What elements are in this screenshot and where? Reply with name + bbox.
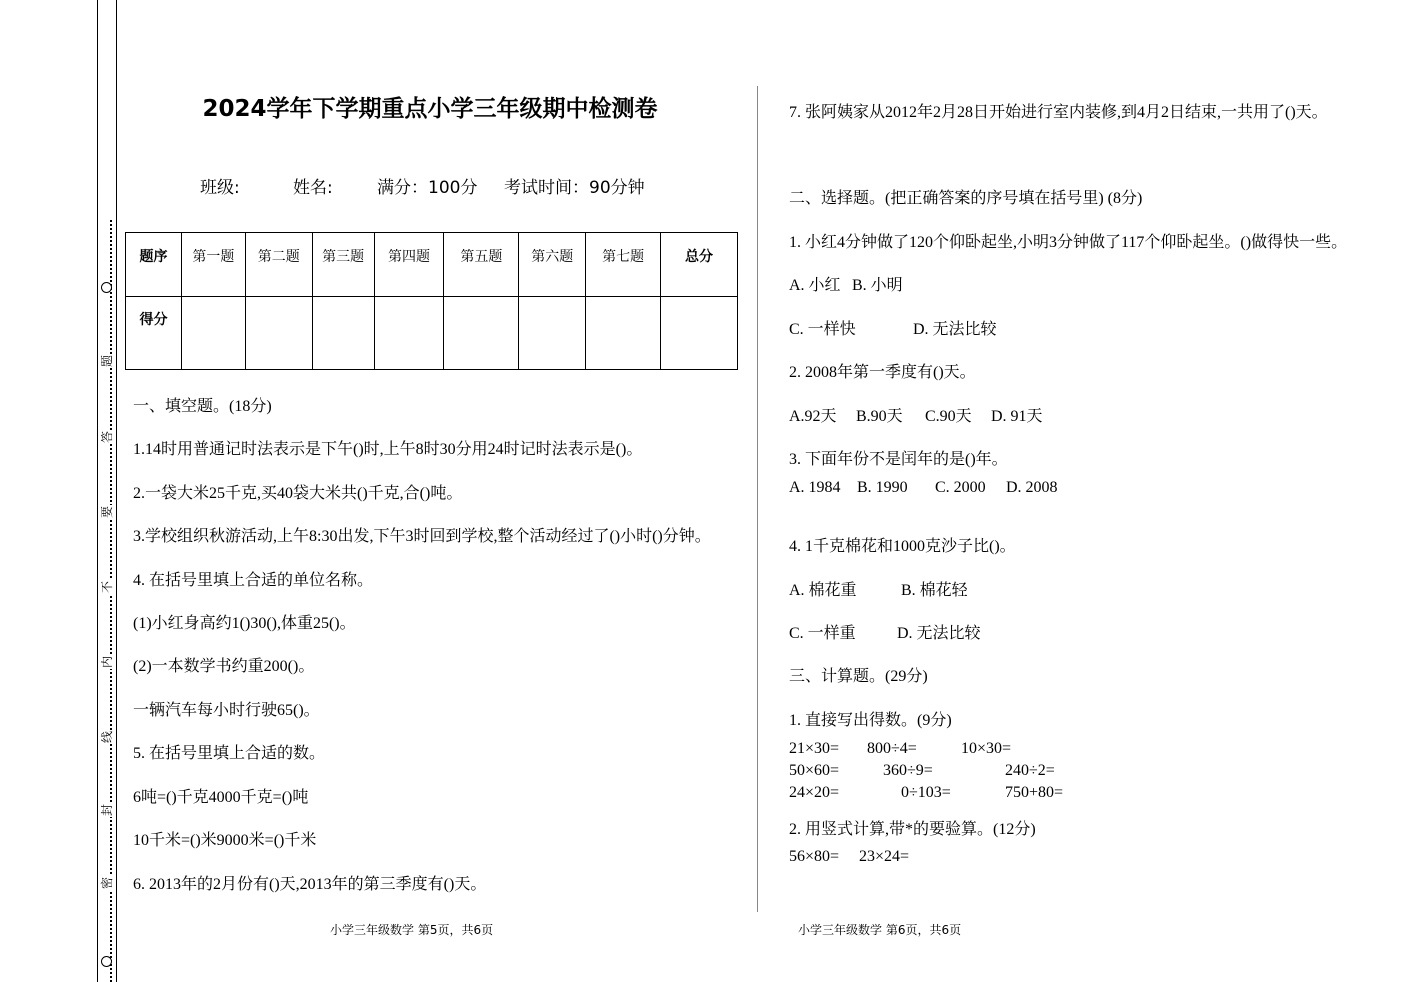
binding-dotted-line: [110, 220, 112, 982]
question-line: 1. 直接写出得数。(9分): [789, 712, 952, 729]
calc-item: 10×30=: [961, 740, 1012, 757]
score-cell[interactable]: [374, 297, 444, 370]
question-line: 4. 在括号里填上合适的单位名称。: [133, 572, 374, 589]
option: A. 小红: [789, 277, 841, 294]
option: D. 无法比较: [913, 321, 997, 338]
question-line: 一辆汽车每小时行驶65()。: [133, 702, 320, 719]
exam-title: 2024学年下学期重点小学三年级期中检测卷: [202, 96, 658, 122]
page-divider: [757, 86, 758, 912]
score-cell[interactable]: [586, 297, 661, 370]
score-cell[interactable]: [519, 297, 586, 370]
score-cell[interactable]: [181, 297, 245, 370]
table-header-cell: 第二题: [245, 233, 312, 297]
question-line: (2)一本数学书约重200()。: [133, 658, 315, 675]
name-label: 姓名:: [293, 178, 333, 198]
option: B.90天: [856, 408, 903, 425]
score-row-label: 得分: [126, 297, 182, 370]
calc-item: 0÷103=: [901, 784, 951, 801]
option: A. 棉花重: [789, 582, 857, 599]
score-table: [125, 232, 738, 370]
binding-mark: 题: [100, 355, 114, 368]
binding-circle: [101, 956, 112, 967]
table-header-cell: 总分: [661, 233, 738, 297]
binding-circle: [101, 282, 112, 293]
section-heading: 二、选择题。(把正确答案的序号填在括号里) (8分): [789, 190, 1143, 207]
option: B. 小明: [852, 277, 903, 294]
question-line: 2. 用竖式计算,带*的要验算。(12分): [789, 821, 1036, 838]
question-line: 10千米=()米9000米=()千米: [133, 832, 317, 849]
question-line: 2. 2008年第一季度有()天。: [789, 364, 976, 381]
calc-item: 23×24=: [859, 848, 910, 865]
binding-mark: 封: [100, 804, 114, 817]
full-score: 满分：100分: [377, 178, 478, 198]
exam-time: 考试时间：90分钟: [504, 178, 645, 198]
binding-mark: 线: [100, 731, 114, 744]
question-line: (1)小红身高约1()30(),体重25()。: [133, 615, 356, 632]
table-header-cell: 第七题: [586, 233, 661, 297]
option: C. 一样快: [789, 321, 856, 338]
option: D. 91天: [991, 408, 1043, 425]
section-heading: 一、填空题。(18分): [133, 398, 272, 415]
binding-mark: 答: [100, 431, 114, 444]
option: C. 2000: [935, 479, 986, 496]
binding-mark: 要: [100, 506, 114, 519]
option: A.92天: [789, 408, 837, 425]
question-line: 6吨=()千克4000千克=()吨: [133, 789, 309, 806]
calc-item: 56×80=: [789, 848, 840, 865]
calc-item: 21×30=: [789, 740, 840, 757]
binding-mark: 不: [100, 581, 114, 594]
calc-item: 240÷2=: [1005, 762, 1055, 779]
option: C. 一样重: [789, 625, 856, 642]
calc-item: 24×20=: [789, 784, 840, 801]
table-header-cell: 第三题: [312, 233, 374, 297]
question-line: 2.一袋大米25千克,买40袋大米共()千克,合()吨。: [133, 485, 463, 502]
question-line: 4. 1千克棉花和1000克沙子比()。: [789, 538, 1016, 555]
score-cell[interactable]: [444, 297, 519, 370]
table-header-cell: 第一题: [181, 233, 245, 297]
option: D. 无法比较: [897, 625, 981, 642]
table-header-cell: 第六题: [519, 233, 586, 297]
calc-item: 750+80=: [1005, 784, 1064, 801]
question-line: 3. 下面年份不是闰年的是()年。: [789, 451, 1008, 468]
question-line: 3.学校组织秋游活动,上午8:30出发,下午3时回到学校,整个活动经过了()小时()分钟。: [133, 528, 711, 545]
question-line: 6. 2013年的2月份有()天,2013年的第三季度有()天。: [133, 876, 487, 893]
page-footer-right: 小学三年级数学 第6页，共6页: [798, 923, 962, 937]
question-line: 7. 张阿姨家从2012年2月28日开始进行室内装修,到4月2日结束,一共用了()天。: [789, 104, 1328, 121]
option: D. 2008: [1006, 479, 1058, 496]
binding-mark: 内: [100, 656, 114, 669]
option: A. 1984: [789, 479, 841, 496]
binding-mark: 密: [100, 877, 114, 890]
score-cell[interactable]: [312, 297, 374, 370]
calc-item: 50×60=: [789, 762, 840, 779]
option: B. 1990: [857, 479, 908, 496]
table-header-cell: 第五题: [444, 233, 519, 297]
section-heading: 三、计算题。(29分): [789, 668, 928, 685]
page-footer-left: 小学三年级数学 第5页，共6页: [330, 923, 494, 937]
table-header-cell: 第四题: [374, 233, 444, 297]
binding-margin: [97, 0, 117, 982]
class-label: 班级:: [200, 178, 240, 198]
calc-item: 360÷9=: [883, 762, 933, 779]
score-cell[interactable]: [661, 297, 738, 370]
table-header-cell: 题序: [126, 233, 182, 297]
question-line: 5. 在括号里填上合适的数。: [133, 745, 326, 762]
question-line: 1.14时用普通记时法表示是下午()时,上午8时30分用24时记时法表示是()。: [133, 441, 643, 458]
calc-item: 800÷4=: [867, 740, 917, 757]
option: C.90天: [925, 408, 972, 425]
score-cell[interactable]: [245, 297, 312, 370]
option: B. 棉花轻: [901, 582, 968, 599]
question-line: 1. 小红4分钟做了120个仰卧起坐,小明3分钟做了117个仰卧起坐。()做得快一些。: [789, 234, 1348, 251]
